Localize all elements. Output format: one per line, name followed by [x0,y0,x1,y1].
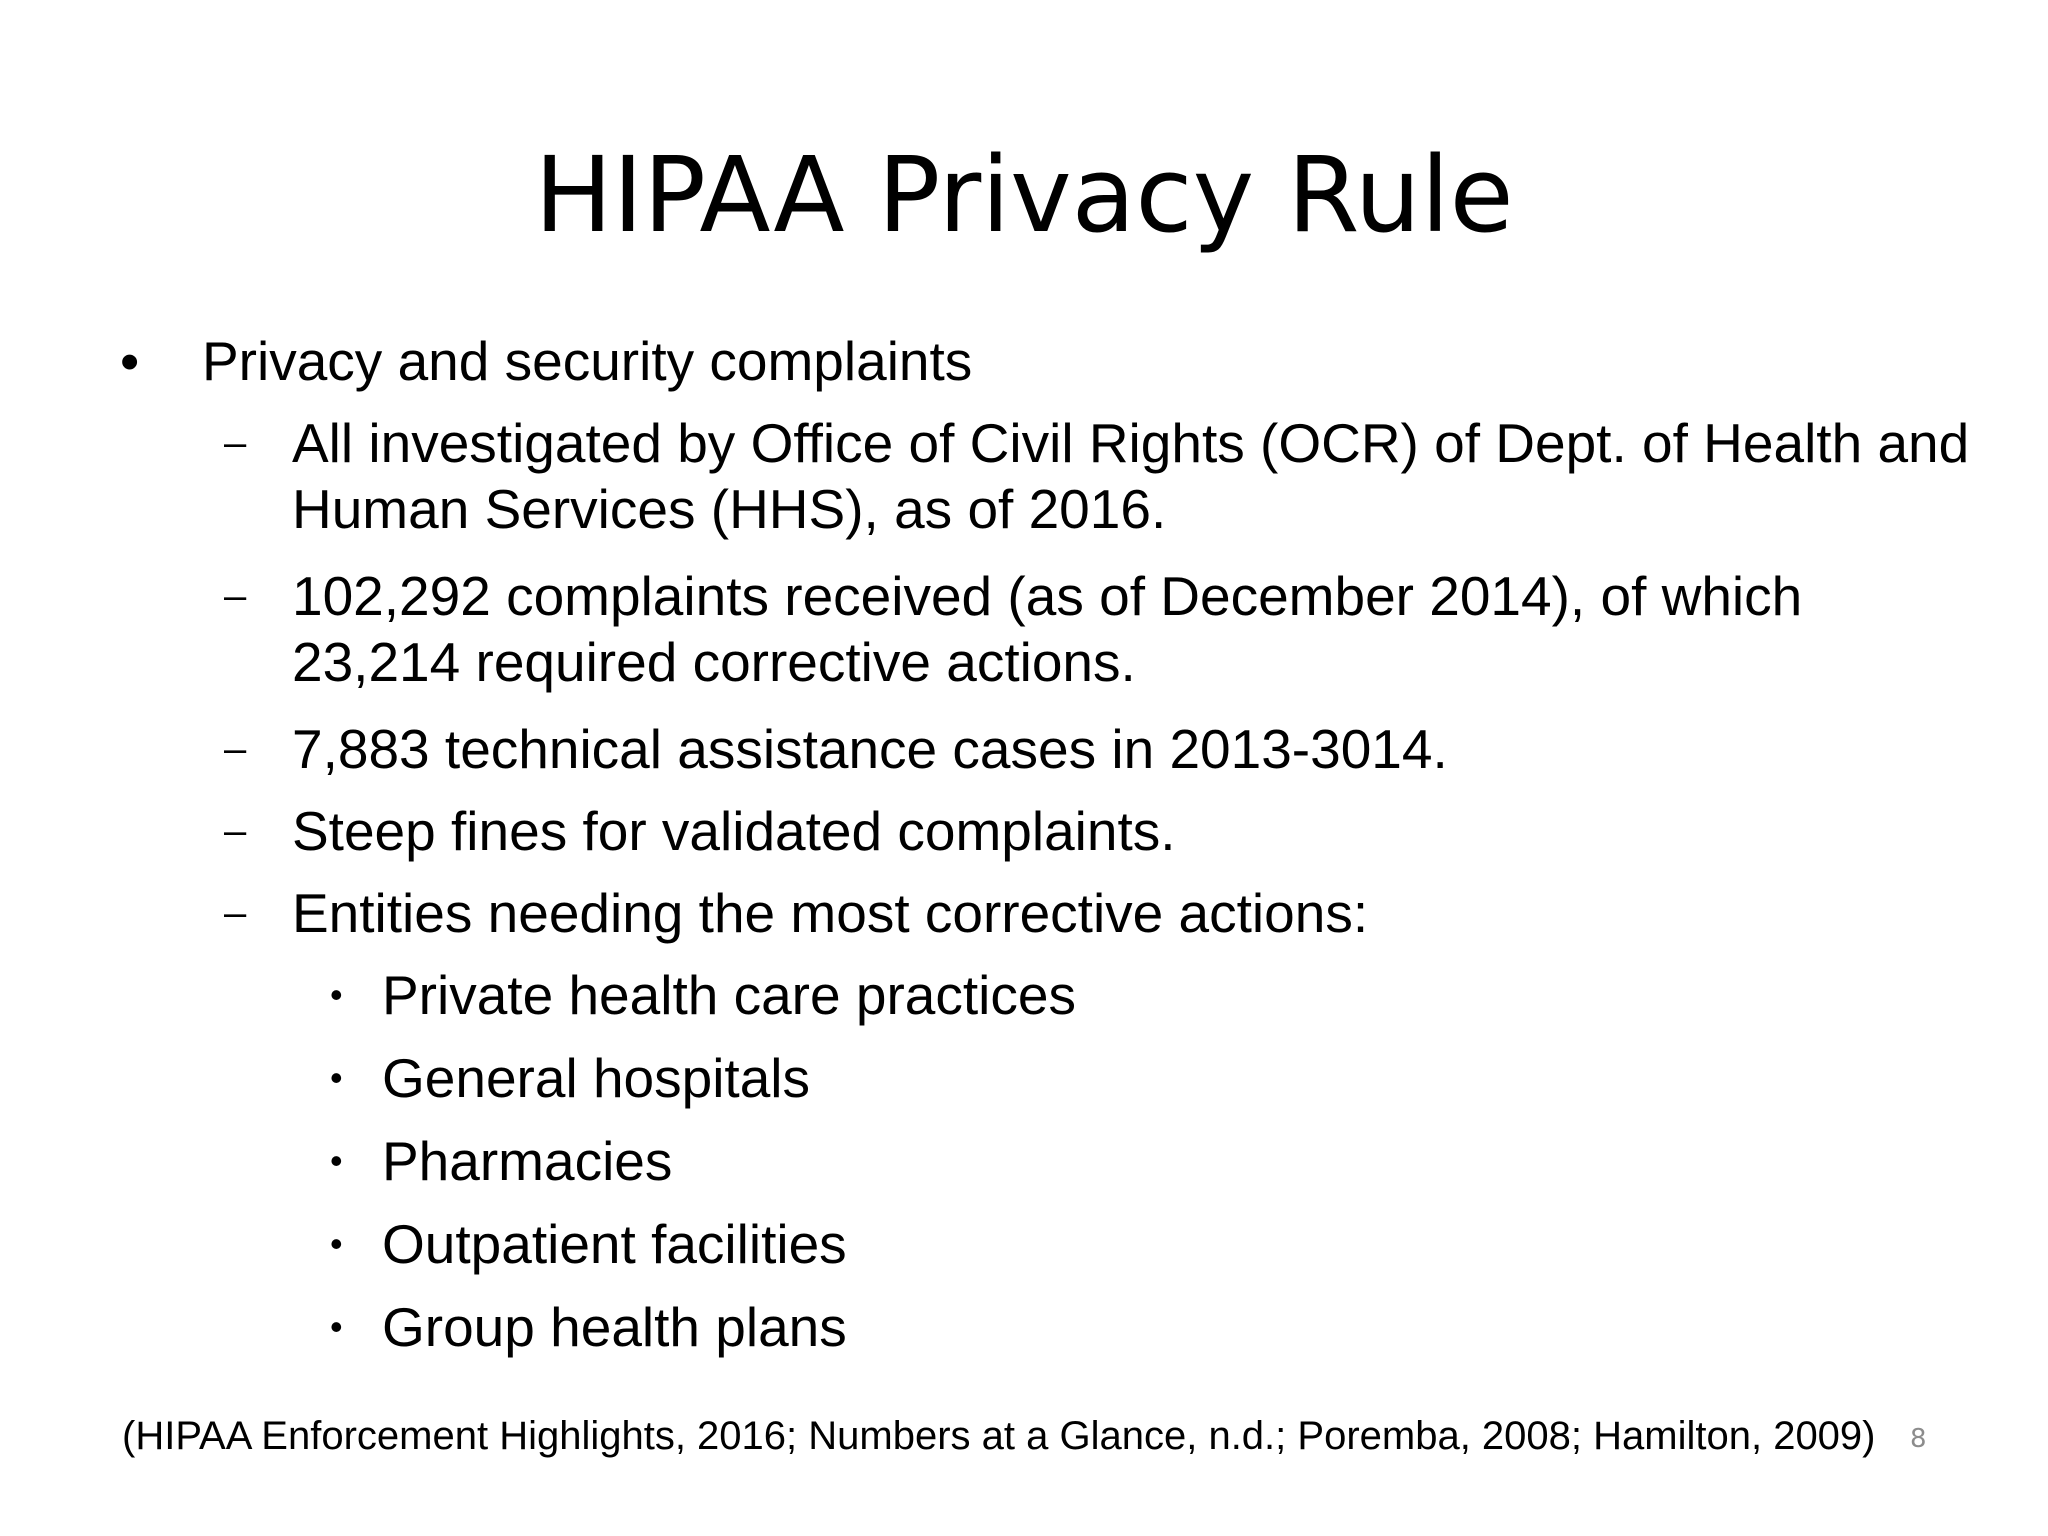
bullet-dot-icon: • [330,974,343,1015]
sub-bullet-text: All investigated by Office of Civil Rights (OCR) of Dept. of Health and Human Services (HHS), as of 2016. [292,412,1970,540]
entity-text: Pharmacies [382,1130,673,1192]
entity-text: Outpatient facilities [382,1213,847,1275]
bullet-dot-icon: • [330,1306,343,1347]
slide-title: HIPAA Privacy Rule [534,134,1514,256]
entity-text: Group health plans [382,1296,847,1358]
entity-text: General hospitals [382,1047,811,1109]
sub-bullet-text: 7,883 technical assistance cases in 2013-3014. [292,718,1448,780]
bullet-text: Privacy and security complaints [202,330,973,392]
bullet-dot-icon: • [330,1140,343,1181]
slide-number: 8 [1910,1424,1927,1454]
sub-bullet-text: Entities needing the most corrective actions: [292,882,1369,944]
bullet-dot-icon: • [330,1223,343,1264]
dash-icon: – [224,809,247,853]
dash-icon: – [224,421,247,465]
entity-text: Private health care practices [382,964,1076,1026]
bullet-dot-icon: • [330,1057,343,1098]
dash-icon: – [224,727,247,771]
citation: (HIPAA Enforcement Highlights, 2016; Numbers at a Glance, n.d.; Poremba, 2008; Hamilton, 2009) [122,1414,1876,1458]
sub-bullet-text: Steep fines for validated complaints. [292,800,1176,862]
sub-bullet-text: 102,292 complaints received (as of December 2014), of which 23,214 required corrective actions. [292,565,1803,693]
bullet-dot-icon: • [120,330,140,392]
dash-icon: – [224,891,247,935]
dash-icon: – [224,574,247,618]
